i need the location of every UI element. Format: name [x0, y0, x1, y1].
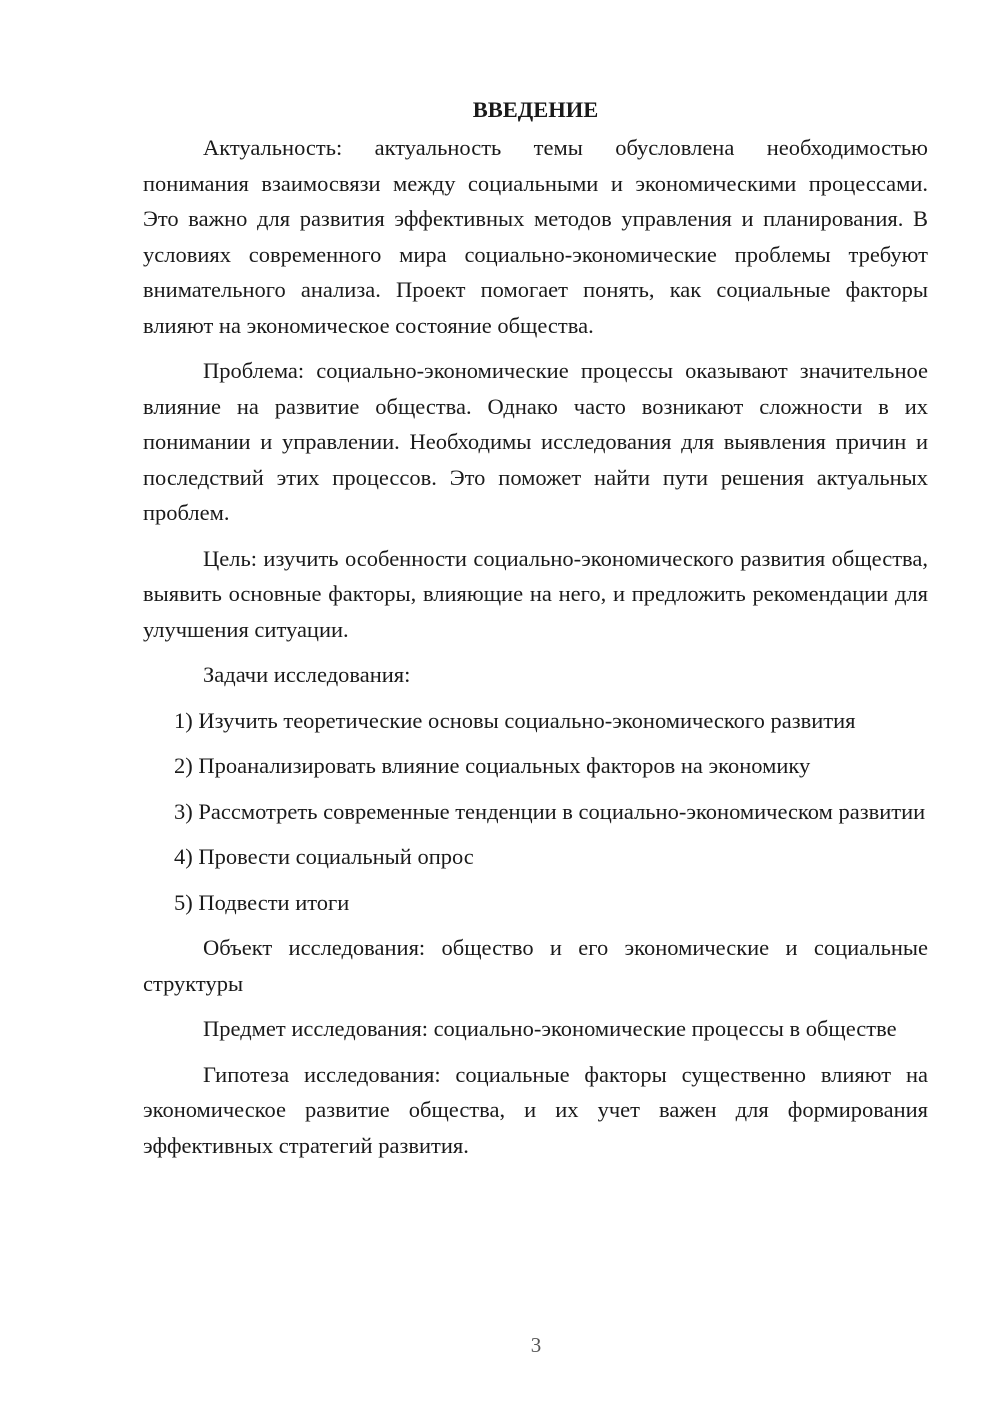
object-paragraph: Объект исследования: общество и его экономические и социальные структуры — [143, 935, 928, 996]
problem-paragraph: Проблема: социально-экономические процессы оказывают значительное влияние на развитие общества. Однако часто возникают сложности в их понимании и управлении. Необходимы исследования для выявления причин и последствий этих процессов. Это поможет найти пути решения актуальных проблем. — [143, 358, 928, 525]
subject-paragraph: Предмет исследования: социально-экономические процессы в обществе — [203, 1016, 897, 1041]
task-item-2: 2) Проанализировать влияние социальных факторов на экономику — [174, 753, 811, 778]
page-title: ВВЕДЕНИЕ — [472, 97, 599, 122]
hypothesis-paragraph: Гипотеза исследования: социальные факторы существенно влияют на экономическое развитие общества, и их учет важен для формирования эффективных стратегий развития. — [143, 1061, 928, 1158]
document-body — [143, 92, 928, 1173]
task-item-3: 3) Рассмотреть современные тенденции в социально-экономическом развитии — [174, 798, 926, 824]
page-number: 3 — [530, 1333, 542, 1357]
task-item-4: 4) Провести социальный опрос — [174, 844, 474, 869]
task-item-1: 1) Изучить теоретические основы социально-экономического развития — [174, 707, 856, 733]
goal-paragraph: Цель: изучить особенности социально-экономического развития общества, выявить основные факторы, влияющие на него, и предложить рекомендации для улучшения ситуации. — [143, 545, 928, 642]
relevance-paragraph: Актуальность: актуальность темы обусловлена необходимостью понимания взаимосвязи между социальными и экономическими процессами. Это важно для развития эффективных методов управления и планирования. В условиях современного мира социально-экономические проблемы требуют внимательного анализа. Проект помогает понять, как социальные факторы влияют на экономическое состояние общества. — [143, 135, 928, 338]
task-item-5: 5) Подвести итоги — [174, 889, 350, 915]
tasks-heading: Задачи исследования: — [203, 662, 411, 687]
